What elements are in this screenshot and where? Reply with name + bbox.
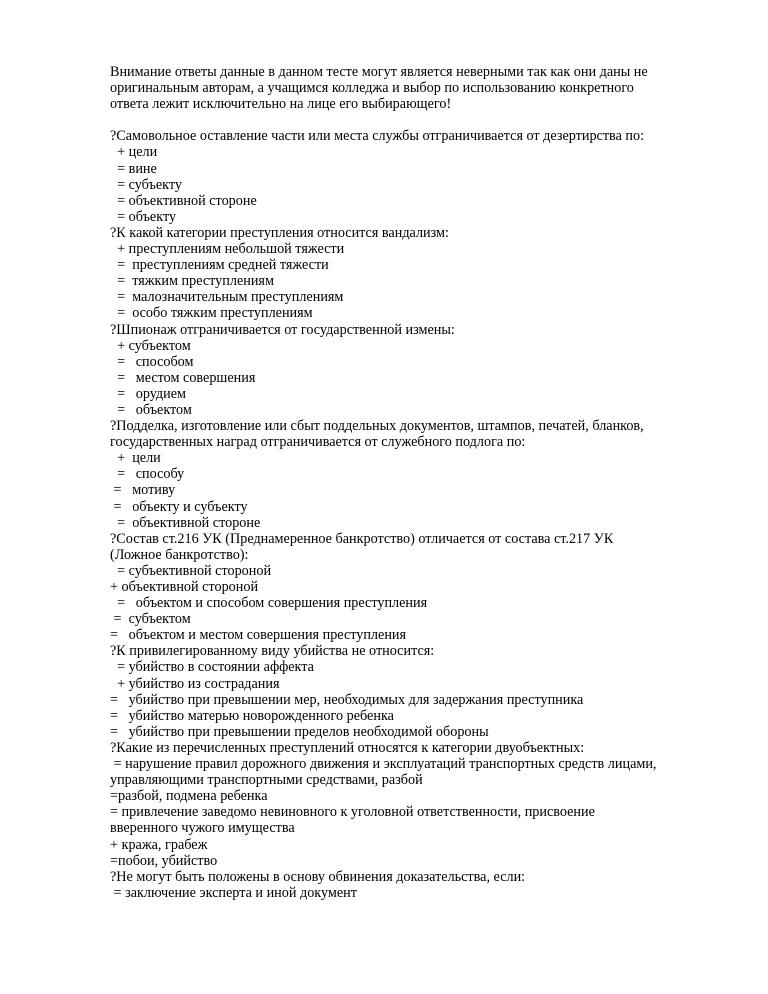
answer-option: = субъекту — [110, 176, 182, 193]
answer-option: = объектом и местом совершения преступления — [110, 627, 407, 644]
question-block — [110, 869, 730, 901]
question-text: ?Какие из перечисленных преступлений относятся к категории двуобъектных: — [110, 739, 585, 756]
answer-correct: + цели — [110, 450, 161, 467]
question-block — [110, 225, 730, 322]
answer-option: = мотиву — [110, 482, 176, 499]
answer-option: = объекту и субъекту — [110, 498, 248, 515]
question-block — [110, 740, 730, 869]
question-text: ?Шпионаж отграничивается от государственной измены: — [110, 321, 455, 338]
answer-option: = способу — [110, 466, 185, 483]
notice-line: Внимание ответы данные в данном тесте могут является неверными так как они даны не — [110, 64, 648, 80]
answer-correct: + кража, грабеж — [110, 836, 208, 853]
blank-line — [110, 112, 730, 128]
answer-correct: + преступлениям небольшой тяжести — [110, 241, 345, 258]
answer-option: = заключение эксперта и иной документ — [110, 884, 357, 901]
question-text: (Ложное банкротство): — [110, 546, 249, 563]
question-block — [110, 128, 730, 225]
question-text: ?К какой категории преступления относится вандализм: — [110, 224, 449, 241]
answer-option: = тяжким преступлениям — [110, 273, 274, 290]
notice-line: ответа лежит исключительно на лице его выбирающего! — [110, 96, 452, 113]
answer-continuation: вверенного чужого имущества — [110, 820, 295, 837]
answer-option: = местом совершения — [110, 369, 256, 386]
answer-option: = нарушение правил дорожного движения и эксплуатаций транспортных средств лицами, — [110, 756, 657, 773]
question-block — [110, 322, 730, 419]
document-page — [110, 64, 730, 901]
answer-option: =разбой, подмена ребенка — [110, 788, 268, 805]
answer-option: = способом — [110, 353, 194, 370]
question-text: ?Самовольное оставление части или места службы отграничивается от дезертирства по: — [110, 128, 645, 145]
answer-option: = объективной стороне — [110, 514, 261, 531]
answer-option: =побои, убийство — [110, 852, 218, 869]
question-text: ?Состав ст.216 УК (Преднамеренное банкротство) отличается от состава ст.217 УК — [110, 530, 614, 547]
answer-correct: + цели — [110, 144, 158, 161]
question-text: ?Подделка, изготовление или сбыт поддельных документов, штампов, печатей, бланков, — [110, 418, 644, 435]
answer-correct: + убийство из сострадания — [110, 675, 280, 692]
answer-option: = убийство при превышении пределов необходимой обороны — [110, 723, 489, 740]
question-block — [110, 643, 730, 740]
answer-option: = вине — [110, 160, 157, 177]
answer-option: = убийство матерью новорожденного ребенка — [110, 707, 394, 724]
answer-option: = особо тяжким преступлениям — [110, 305, 313, 322]
notice-line: оригинальным авторам, а учащимся колледжа и выбор по использованию конкретного — [110, 80, 634, 97]
answer-option: = субъективной стороной — [110, 562, 272, 579]
answer-option: = убийство при превышении мер, необходимых для задержания преступника — [110, 691, 584, 708]
answer-option: = объектом и способом совершения преступления — [110, 595, 428, 612]
answer-option: = объективной стороне — [110, 192, 257, 209]
question-list — [110, 128, 730, 901]
answer-option: = убийство в состоянии аффекта — [110, 659, 314, 676]
answer-option: = орудием — [110, 385, 187, 402]
question-block — [110, 418, 730, 531]
answer-option: = объекту — [110, 208, 177, 225]
answer-option: = субъектом — [110, 611, 191, 628]
answer-correct: + субъектом — [110, 337, 191, 354]
question-text: ?К привилегированному виду убийства не относится: — [110, 643, 435, 660]
answer-continuation: управляющими транспортными средствами, разбой — [110, 772, 423, 789]
question-text: государственных наград отграничивается от служебного подлога по: — [110, 434, 526, 451]
answer-option: = преступлениям средней тяжести — [110, 257, 329, 274]
question-block — [110, 531, 730, 644]
answer-option: = привлечение заведомо невиновного к уголовной ответственности, присвоение — [110, 804, 595, 821]
answer-option: = объектом — [110, 401, 192, 418]
notice-paragraph — [110, 64, 730, 112]
answer-correct: + объективной стороной — [110, 579, 259, 595]
answer-option: = малозначительным преступлениям — [110, 289, 344, 306]
question-text: ?Не могут быть положены в основу обвинения доказательства, если: — [110, 868, 526, 885]
